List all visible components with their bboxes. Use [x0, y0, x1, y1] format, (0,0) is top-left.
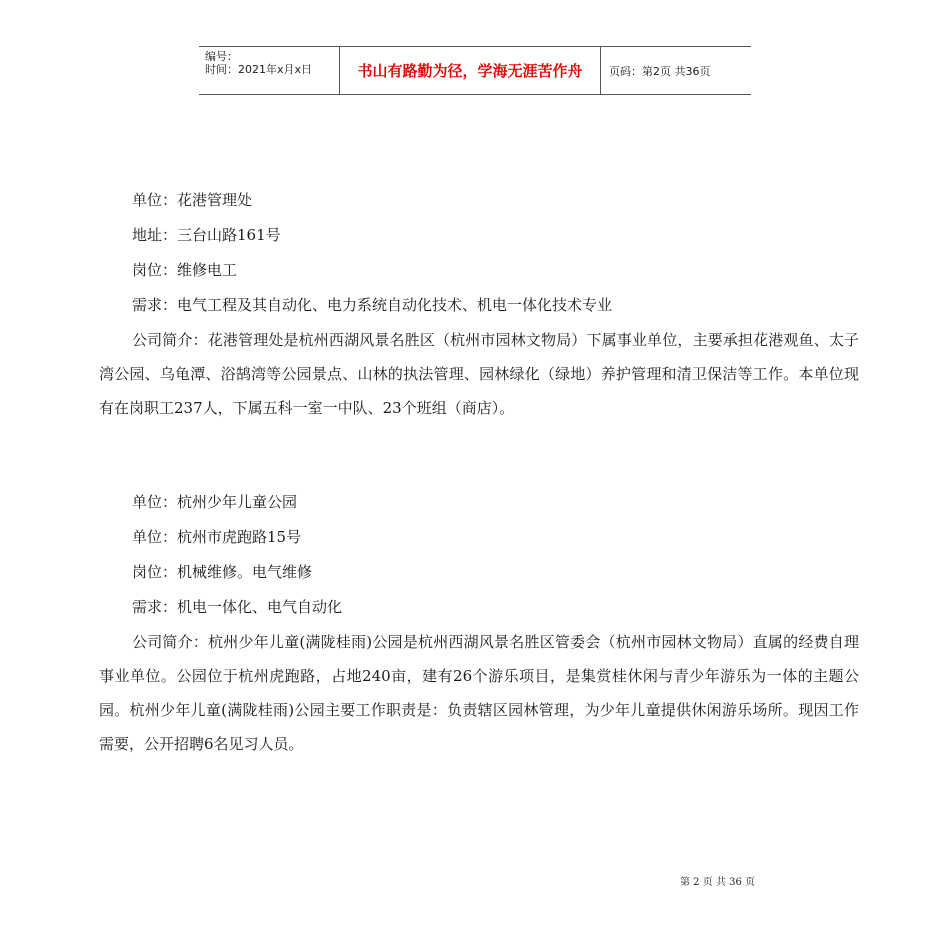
page-footer: 第 2 页 共 36 页: [680, 877, 755, 888]
entry-unit: 单位：花港管理处: [132, 191, 253, 209]
header-number-label: 编号：: [205, 50, 238, 63]
document-body: [99, 183, 859, 761]
entry-position: 岗位：机械维修。电气维修: [132, 563, 313, 581]
entry-position: 岗位：维修电工: [132, 261, 238, 279]
entry-company-intro: 公司简介：杭州少年儿童(满陇桂雨)公园是杭州西湖风景名胜区管委会（杭州市园林文物局）直属的经费自理事业单位。公园位于杭州虎跑路，占地240亩，建有26个游乐项目，是集赏桂休闲与青少年游乐为一体的主题公园。杭州少年儿童(满陇桂雨)公园主要工作职责是：负责辖区园林管理，为少年儿童提供休闲游乐场所。现因工作需要，公开招聘6名见习人员。: [99, 633, 859, 753]
entry-address: 地址：三台山路161号: [132, 226, 281, 244]
entry-requirement: 需求：电气工程及其自动化、电力系统自动化技术、机电一体化技术专业: [132, 296, 613, 314]
entry-address: 单位：杭州市虎跑路15号: [132, 528, 302, 546]
entry-children-park: [99, 485, 859, 761]
page-header: [199, 46, 751, 95]
entry-unit: 单位：杭州少年儿童公园: [132, 493, 298, 511]
header-motto: 书山有路勤为径，学海无涯苦作舟: [340, 47, 601, 94]
section-gap: [99, 425, 859, 485]
entry-company-intro: 公司简介：花港管理处是杭州西湖风景名胜区（杭州市园林文物局）下属事业单位，主要承担花港观鱼、太子湾公园、乌龟潭、浴鹄湾等公园景点、山林的执法管理、园林绿化（绿地）养护管理和清卫保洁等工作。本单位现有在岗职工237人，下属五科一室一中队、23个班组（商店）。: [99, 331, 859, 417]
entry-requirement: 需求：机电一体化、电气自动化: [132, 598, 343, 616]
header-meta: [199, 47, 340, 94]
header-time-label: 时间：2021年x月x日: [205, 63, 313, 76]
header-page-code: 页码：第2页 共36页: [609, 64, 711, 78]
entry-hua-gang: [99, 183, 859, 425]
